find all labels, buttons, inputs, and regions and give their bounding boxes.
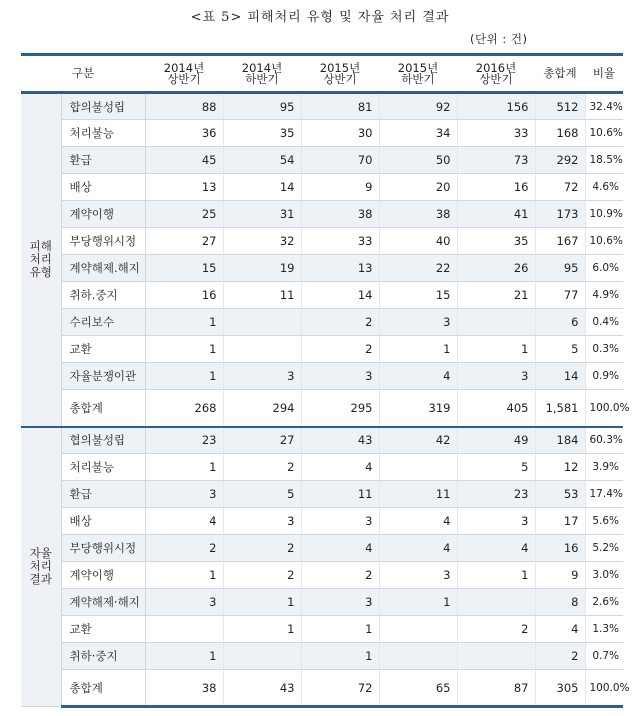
cell-total: 305 — [535, 670, 585, 707]
cell-value: 3 — [301, 363, 379, 390]
cell-ratio: 100.0% — [585, 390, 623, 427]
cell-value: 3 — [223, 363, 301, 390]
row-label: 계약해제·해지 — [61, 589, 145, 616]
group-label — [21, 427, 61, 707]
table-row — [21, 508, 623, 535]
header-2016-h1: 2016년 상반기 — [457, 55, 535, 93]
cell-ratio: 10.6% — [585, 228, 623, 255]
cell-value: 1 — [145, 363, 223, 390]
cell-value: 92 — [379, 93, 457, 120]
cell-value: 14 — [301, 282, 379, 309]
cell-total: 16 — [535, 535, 585, 562]
cell-total: 292 — [535, 147, 585, 174]
cell-total: 77 — [535, 282, 585, 309]
row-label: 처리불능 — [61, 120, 145, 147]
table-row — [21, 616, 623, 643]
cell-value: 33 — [301, 228, 379, 255]
cell-value: 32 — [223, 228, 301, 255]
cell-value: 50 — [379, 147, 457, 174]
cell-value: 13 — [301, 255, 379, 282]
cell-value: 15 — [379, 282, 457, 309]
table-caption: <표 5> 피해처리 유형 및 자율 처리 결과 — [190, 10, 450, 25]
header-total: 총합계 — [535, 55, 585, 93]
cell-ratio: 60.3% — [585, 427, 623, 454]
cell-value: 1 — [457, 336, 535, 363]
cell-value: 1 — [145, 336, 223, 363]
cell-value: 3 — [301, 589, 379, 616]
group-label-line: 처리 — [29, 559, 52, 574]
cell-ratio: 1.3% — [585, 616, 623, 643]
group-label-line: 유형 — [29, 265, 52, 280]
cell-value: 3 — [457, 363, 535, 390]
cell-value: 1 — [223, 589, 301, 616]
cell-value — [457, 643, 535, 670]
table-row — [21, 481, 623, 508]
cell-ratio: 0.7% — [585, 643, 623, 670]
table-row — [21, 201, 623, 228]
cell-value: 38 — [145, 670, 223, 707]
table-row — [21, 255, 623, 282]
cell-value: 22 — [379, 255, 457, 282]
cell-total: 8 — [535, 589, 585, 616]
cell-value: 1 — [145, 309, 223, 336]
cell-value: 26 — [457, 255, 535, 282]
cell-ratio: 4.9% — [585, 282, 623, 309]
cell-value: 81 — [301, 93, 379, 120]
cell-total: 5 — [535, 336, 585, 363]
cell-value: 1 — [145, 454, 223, 481]
row-label: 계약해제.해지 — [61, 255, 145, 282]
group-label-line: 자율 — [29, 546, 52, 561]
cell-value: 3 — [145, 589, 223, 616]
cell-value: 16 — [145, 282, 223, 309]
cell-value: 40 — [379, 228, 457, 255]
cell-value — [379, 643, 457, 670]
row-label: 취하.중지 — [61, 282, 145, 309]
table-row — [21, 93, 623, 120]
cell-value: 49 — [457, 427, 535, 454]
cell-value: 16 — [457, 174, 535, 201]
cell-ratio: 17.4% — [585, 481, 623, 508]
cell-value: 156 — [457, 93, 535, 120]
header-2014-h1: 2014년 상반기 — [145, 55, 223, 93]
complaint-table — [21, 53, 630, 708]
cell-value: 34 — [379, 120, 457, 147]
cell-value: 3 — [145, 481, 223, 508]
cell-value: 405 — [457, 390, 535, 427]
cell-value: 1 — [145, 643, 223, 670]
header-2015-h2: 2015년 하반기 — [379, 55, 457, 93]
row-label: 교환 — [61, 616, 145, 643]
cell-value: 319 — [379, 390, 457, 427]
cell-total: 2 — [535, 643, 585, 670]
cell-total: 72 — [535, 174, 585, 201]
header-ratio: 비율 — [585, 55, 623, 93]
cell-ratio: 10.6% — [585, 120, 623, 147]
cell-value: 27 — [145, 228, 223, 255]
table-row — [21, 228, 623, 255]
cell-ratio: 0.3% — [585, 336, 623, 363]
cell-value — [223, 643, 301, 670]
cell-ratio: 10.9% — [585, 201, 623, 228]
cell-value: 45 — [145, 147, 223, 174]
cell-value: 2 — [301, 562, 379, 589]
cell-value: 11 — [379, 481, 457, 508]
cell-value: 2 — [301, 336, 379, 363]
cell-value: 294 — [223, 390, 301, 427]
row-label: 합의불성립 — [61, 93, 145, 120]
cell-value: 23 — [457, 481, 535, 508]
table-row — [21, 535, 623, 562]
row-label: 총합계 — [61, 390, 145, 427]
row-label: 총합계 — [61, 670, 145, 707]
cell-total: 9 — [535, 562, 585, 589]
table-row — [21, 643, 623, 670]
cell-ratio: 5.6% — [585, 508, 623, 535]
cell-value: 268 — [145, 390, 223, 427]
cell-value: 36 — [145, 120, 223, 147]
cell-value: 4 — [379, 508, 457, 535]
cell-value: 38 — [301, 201, 379, 228]
cell-value: 2 — [223, 562, 301, 589]
cell-value: 87 — [457, 670, 535, 707]
cell-value: 42 — [379, 427, 457, 454]
row-label: 환급 — [61, 481, 145, 508]
cell-value — [145, 616, 223, 643]
row-label: 수리보수 — [61, 309, 145, 336]
cell-value: 11 — [223, 282, 301, 309]
cell-value: 4 — [379, 363, 457, 390]
row-label: 계약이행 — [61, 562, 145, 589]
row-label: 계약이행 — [61, 201, 145, 228]
table-row — [21, 336, 623, 363]
row-label: 취하·중지 — [61, 643, 145, 670]
cell-value: 3 — [223, 508, 301, 535]
cell-value: 3 — [379, 562, 457, 589]
cell-ratio: 0.9% — [585, 363, 623, 390]
table-row — [21, 147, 623, 174]
cell-total: 184 — [535, 427, 585, 454]
row-label: 협의불성립 — [61, 427, 145, 454]
cell-value: 88 — [145, 93, 223, 120]
cell-value: 31 — [223, 201, 301, 228]
cell-value: 15 — [145, 255, 223, 282]
table-row — [21, 562, 623, 589]
cell-value — [223, 309, 301, 336]
cell-value: 13 — [145, 174, 223, 201]
cell-value: 4 — [457, 535, 535, 562]
cell-value: 2 — [145, 535, 223, 562]
row-label: 배상 — [61, 174, 145, 201]
cell-value: 73 — [457, 147, 535, 174]
cell-value: 1 — [223, 616, 301, 643]
section-damage-types — [21, 93, 630, 427]
cell-value: 2 — [223, 535, 301, 562]
cell-value — [457, 589, 535, 616]
cell-value: 41 — [457, 201, 535, 228]
cell-total: 168 — [535, 120, 585, 147]
cell-ratio: 2.6% — [585, 589, 623, 616]
group-label-line: 피해 — [29, 239, 52, 254]
cell-total: 53 — [535, 481, 585, 508]
row-label: 처리불능 — [61, 454, 145, 481]
cell-value: 21 — [457, 282, 535, 309]
cell-value: 27 — [223, 427, 301, 454]
table-row — [21, 282, 623, 309]
table-row — [21, 427, 623, 454]
header-2014-h2: 2014년 하반기 — [223, 55, 301, 93]
cell-value: 1 — [301, 616, 379, 643]
cell-value: 1 — [301, 643, 379, 670]
group-label-line: 처리 — [29, 252, 52, 267]
row-label: 환급 — [61, 147, 145, 174]
cell-total: 173 — [535, 201, 585, 228]
cell-value: 1 — [379, 336, 457, 363]
total-row — [21, 670, 623, 707]
cell-value: 2 — [223, 454, 301, 481]
cell-value: 35 — [457, 228, 535, 255]
table-row — [21, 174, 623, 201]
table-row — [21, 454, 623, 481]
cell-value: 1 — [379, 589, 457, 616]
cell-value: 43 — [223, 670, 301, 707]
cell-ratio: 0.4% — [585, 309, 623, 336]
cell-value: 1 — [145, 562, 223, 589]
header-2015-h1: 2015년 상반기 — [301, 55, 379, 93]
row-label: 부당행위시정 — [61, 228, 145, 255]
table-row — [21, 589, 623, 616]
cell-value: 1 — [457, 562, 535, 589]
cell-total: 167 — [535, 228, 585, 255]
header-row — [21, 55, 623, 93]
cell-ratio: 5.2% — [585, 535, 623, 562]
cell-value: 20 — [379, 174, 457, 201]
table-row — [21, 120, 623, 147]
row-label: 배상 — [61, 508, 145, 535]
section-self-results — [21, 427, 630, 707]
cell-value — [223, 336, 301, 363]
cell-ratio: 32.4% — [585, 93, 623, 120]
cell-value — [379, 616, 457, 643]
cell-value: 4 — [145, 508, 223, 535]
cell-total: 512 — [535, 93, 585, 120]
cell-value: 11 — [301, 481, 379, 508]
cell-ratio: 3.0% — [585, 562, 623, 589]
cell-value: 5 — [223, 481, 301, 508]
unit-note: (단위 : 건) — [470, 32, 528, 46]
table-row — [21, 309, 623, 336]
cell-value: 25 — [145, 201, 223, 228]
cell-value: 5 — [457, 454, 535, 481]
cell-value: 3 — [457, 508, 535, 535]
cell-total: 14 — [535, 363, 585, 390]
group-label-line: 결과 — [29, 572, 52, 587]
row-label: 교환 — [61, 336, 145, 363]
cell-value: 72 — [301, 670, 379, 707]
group-label — [21, 93, 61, 427]
cell-value: 4 — [301, 535, 379, 562]
table-row — [21, 363, 623, 390]
cell-value: 14 — [223, 174, 301, 201]
cell-value: 54 — [223, 147, 301, 174]
cell-ratio: 6.0% — [585, 255, 623, 282]
cell-total: 1,581 — [535, 390, 585, 427]
cell-value: 43 — [301, 427, 379, 454]
cell-value: 4 — [379, 535, 457, 562]
cell-total: 12 — [535, 454, 585, 481]
cell-value: 2 — [301, 309, 379, 336]
cell-value: 295 — [301, 390, 379, 427]
cell-value: 2 — [457, 616, 535, 643]
row-label: 자율분쟁이관 — [61, 363, 145, 390]
cell-ratio: 18.5% — [585, 147, 623, 174]
cell-ratio: 4.6% — [585, 174, 623, 201]
cell-value: 4 — [301, 454, 379, 481]
cell-value: 95 — [223, 93, 301, 120]
cell-total: 95 — [535, 255, 585, 282]
cell-total: 17 — [535, 508, 585, 535]
cell-value: 35 — [223, 120, 301, 147]
row-label: 부당행위시정 — [61, 535, 145, 562]
cell-total: 6 — [535, 309, 585, 336]
cell-value: 38 — [379, 201, 457, 228]
cell-value: 3 — [301, 508, 379, 535]
header-category: 구분 — [21, 55, 145, 93]
cell-value: 70 — [301, 147, 379, 174]
cell-ratio: 100.0% — [585, 670, 623, 707]
cell-value: 9 — [301, 174, 379, 201]
cell-value: 30 — [301, 120, 379, 147]
total-row — [21, 390, 623, 427]
cell-value: 23 — [145, 427, 223, 454]
cell-total: 4 — [535, 616, 585, 643]
cell-value: 65 — [379, 670, 457, 707]
cell-value — [457, 309, 535, 336]
cell-ratio: 3.9% — [585, 454, 623, 481]
cell-value: 3 — [379, 309, 457, 336]
cell-value: 33 — [457, 120, 535, 147]
cell-value — [379, 454, 457, 481]
cell-value: 19 — [223, 255, 301, 282]
